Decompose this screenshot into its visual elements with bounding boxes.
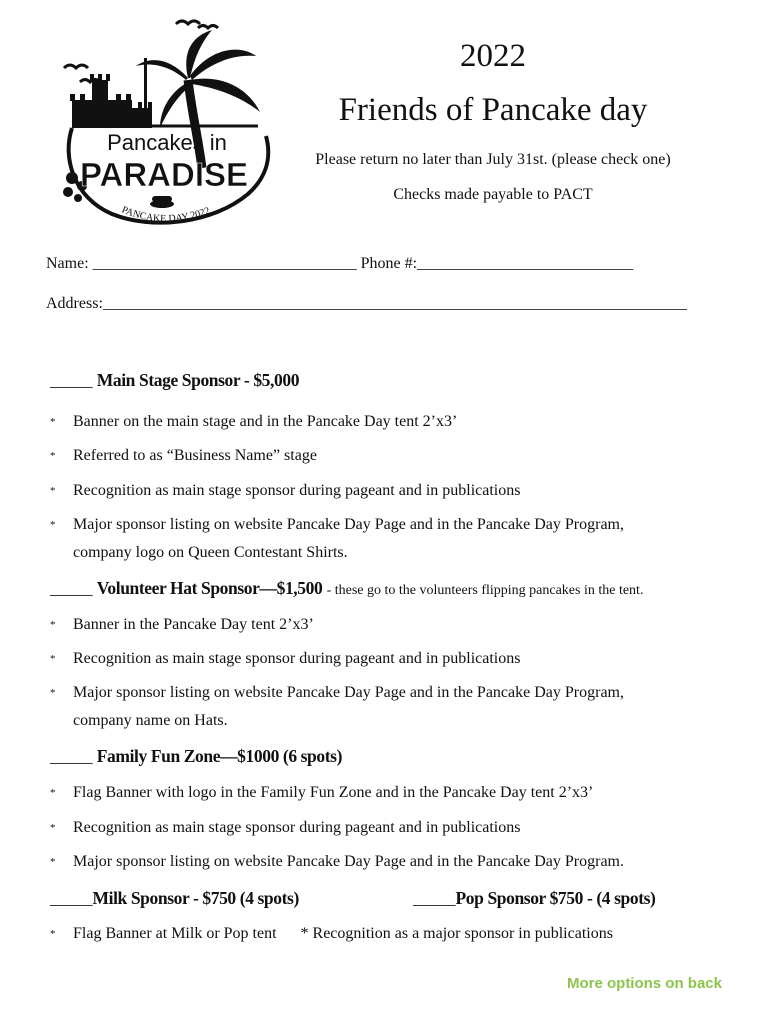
bullet-icon: * <box>50 653 56 665</box>
checkbox-blank[interactable]: _____ <box>50 889 93 908</box>
milk-pop-benefit: Flag Banner at Milk or Pop tent <box>73 925 277 942</box>
bullet-icon: * <box>50 450 56 462</box>
milk-sponsor-option[interactable] <box>50 888 299 909</box>
list-item <box>50 920 730 948</box>
list-item-text: Recognition as main stage sponsor during pageant and in publications <box>73 650 521 667</box>
option-title: Volunteer Hat Sponsor—$1,500 <box>96 578 323 598</box>
list-item-text: Recognition as main stage sponsor during pageant and in publications <box>73 482 521 499</box>
list-item-text: Major sponsor listing on website Pancake Day Page and in the Pancake Day Program, <box>73 684 624 701</box>
year-heading: 2022 <box>460 38 526 74</box>
address-field[interactable]: Address:_________________________________________________________________________ <box>46 295 687 312</box>
bullet-icon: * <box>50 416 56 428</box>
list-item <box>50 848 730 876</box>
bullet-icon: * <box>50 822 56 834</box>
pop-sponsor-option[interactable] <box>413 888 655 909</box>
list-item <box>50 511 730 567</box>
list-item-text: Recognition as main stage sponsor during pageant and in publications <box>73 819 521 836</box>
list-item-text <box>73 920 730 948</box>
more-options-note: More options on back <box>566 975 722 992</box>
checkbox-blank[interactable]: _____ <box>50 371 93 390</box>
list-item-text: Banner in the Pancake Day tent 2’x3’ <box>73 616 314 633</box>
publication-benefit: * Recognition as a major sponsor in publications <box>300 925 613 942</box>
bullet-icon: * <box>50 519 56 531</box>
return-instructions: Please return no later than July 31st. (please check one) <box>315 151 671 168</box>
name-phone-field[interactable]: Name: _________________________________ Phone #:___________________________ <box>46 255 634 272</box>
list-item-text: Major sponsor listing on website Pancake Day Page and in the Pancake Day Program, <box>73 516 624 533</box>
checks-payable-note: Checks made payable to PACT <box>393 186 593 203</box>
bullet-icon: * <box>50 856 56 868</box>
logo-line1: Pancakes in <box>107 130 227 155</box>
bird-icon <box>64 65 88 68</box>
logo-line2: PARADISE <box>79 156 249 193</box>
option-title: Pop Sponsor $750 - (4 spots) <box>455 888 656 908</box>
list-item <box>50 408 730 436</box>
logo-arc-text: PANCAKE DAY 2022 <box>119 204 212 225</box>
list-item-text: Referred to as “Business Name” stage <box>73 447 317 464</box>
option-note: - these go to the volunteers flipping pancakes in the tent. <box>326 583 644 598</box>
pancakes-in-paradise-logo <box>52 18 282 233</box>
checkbox-blank[interactable]: _____ <box>50 747 93 766</box>
bullet-icon: * <box>50 485 56 497</box>
list-item <box>50 679 730 735</box>
list-item <box>50 611 730 639</box>
list-item <box>50 442 730 470</box>
list-item <box>50 477 730 505</box>
logo-graphic <box>52 18 282 233</box>
list-item-text-cont: company logo on Queen Contestant Shirts. <box>73 544 348 561</box>
checkbox-blank[interactable]: _____ <box>50 579 93 598</box>
bird-icon <box>176 21 200 24</box>
list-item-text: Flag Banner with logo in the Family Fun Zone and in the Pancake Day tent 2’x3’ <box>73 784 594 801</box>
bullet-icon: * <box>50 619 56 631</box>
list-item <box>50 814 730 842</box>
option-title: Main Stage Sponsor - $5,000 <box>96 370 300 390</box>
bullet-icon: * <box>50 787 56 799</box>
volunteer-hat-sponsor-option[interactable] <box>50 578 643 599</box>
checkbox-blank[interactable]: _____ <box>413 889 456 908</box>
list-item <box>50 645 730 673</box>
castle-icon <box>70 58 152 128</box>
pancake-stack-icon <box>150 196 174 208</box>
main-stage-sponsor-option[interactable] <box>50 370 299 391</box>
bird-icon <box>198 26 218 29</box>
family-fun-zone-option[interactable] <box>50 746 342 767</box>
bullet-icon: * <box>50 687 56 699</box>
bullet-icon: * <box>50 928 56 940</box>
option-title: Family Fun Zone—$1000 (6 spots) <box>96 746 343 766</box>
list-item-text-cont: company name on Hats. <box>73 712 228 729</box>
page-title: Friends of Pancake day <box>338 92 648 128</box>
list-item-text: Banner on the main stage and in the Pancake Day tent 2’x3’ <box>73 413 458 430</box>
list-item-text: Major sponsor listing on website Pancake Day Page and in the Pancake Day Program. <box>73 853 624 870</box>
list-item <box>50 779 730 807</box>
option-title: Milk Sponsor - $750 (4 spots) <box>92 888 299 908</box>
